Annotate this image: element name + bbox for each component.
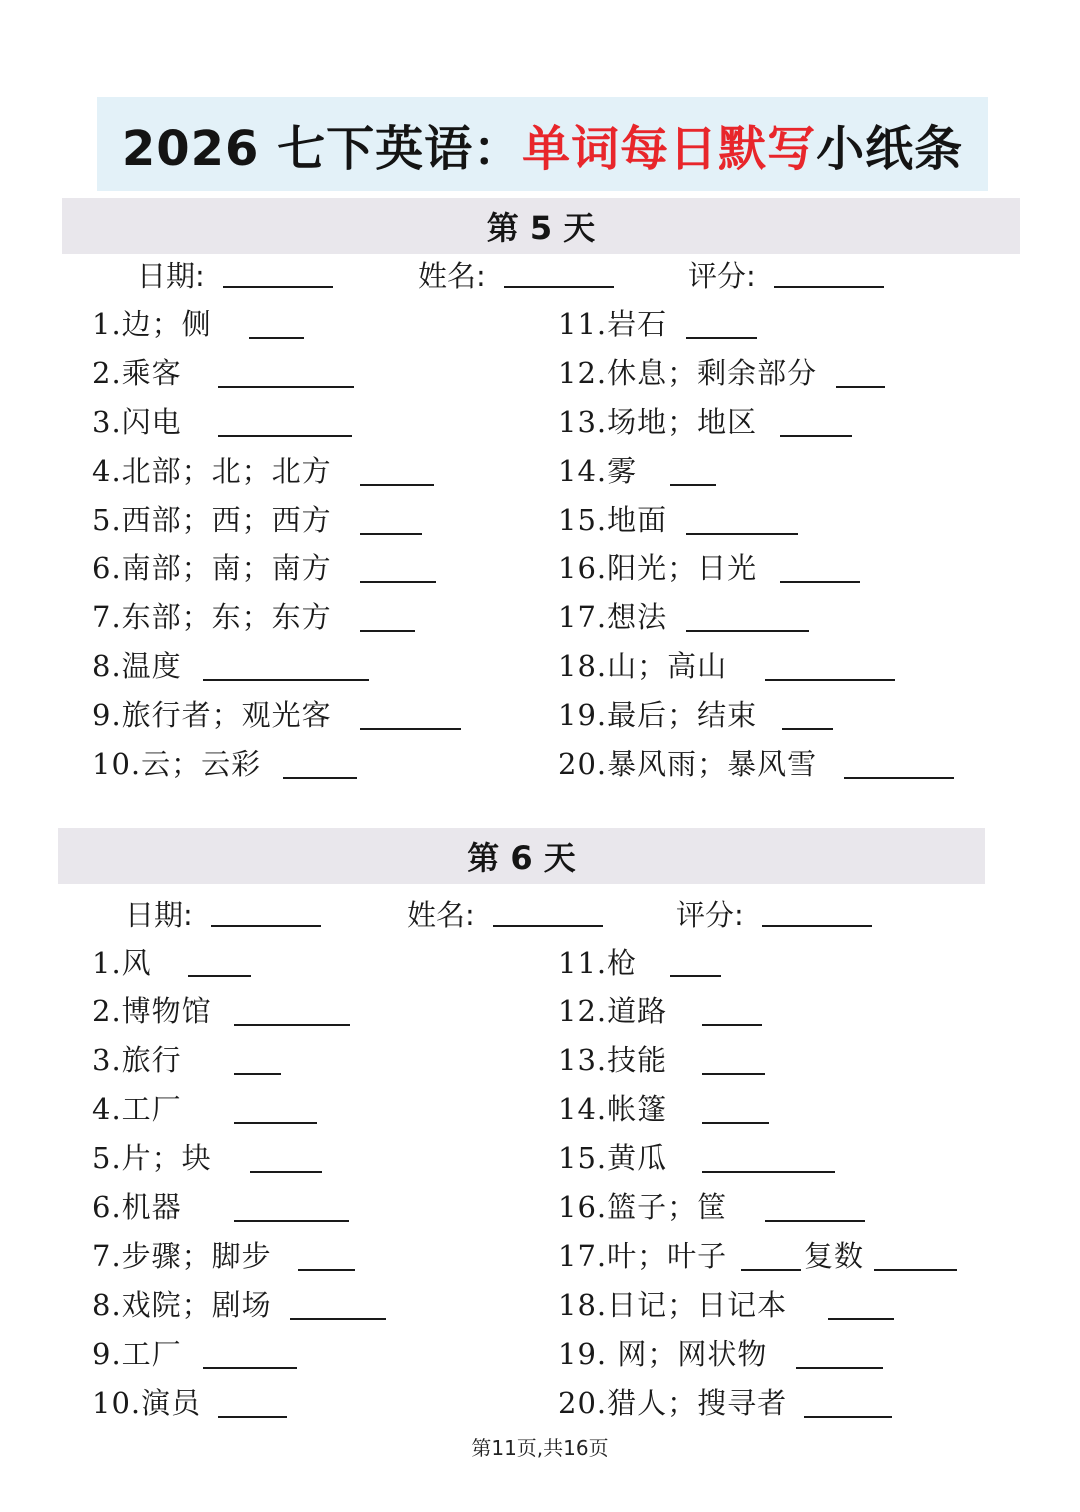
day5-word-10: 10.云；云彩 [92, 747, 262, 781]
day5-blank-20[interactable] [844, 777, 954, 779]
day6-name-label: 姓名: [407, 898, 475, 932]
day6-word-9: 9.工厂 [92, 1337, 182, 1371]
day5-word-18: 18.山；高山 [558, 649, 728, 683]
day5-word-1: 1.边；侧 [92, 307, 212, 341]
day6-word-7: 7.步骤；脚步 [92, 1239, 272, 1273]
day5-blank-19[interactable] [782, 728, 833, 730]
title-prefix: 2026 七下英语： [121, 120, 523, 177]
day5-blank-10[interactable] [283, 777, 357, 779]
day6-word-19: 19. 网；网状物 [558, 1337, 768, 1371]
day6-word-5: 5.片；块 [92, 1141, 212, 1175]
day5-name-field[interactable] [418, 254, 614, 295]
day6-meta-row [0, 893, 1080, 933]
day5-word-9: 9.旅行者；观光客 [92, 698, 332, 732]
title-suffix: 小纸条 [816, 120, 964, 177]
day6-word-17-plural: 复数 [804, 1239, 865, 1273]
day6-word-14: 14.帐篷 [558, 1092, 668, 1126]
day6-name-field[interactable] [407, 893, 603, 934]
day6-word-10: 10.演员 [92, 1386, 202, 1420]
day6-blank-6[interactable] [234, 1220, 349, 1222]
day6-blank-3[interactable] [234, 1073, 281, 1075]
day6-heading-text: 第 6 天 [467, 839, 576, 877]
day5-blank-13[interactable] [780, 435, 852, 437]
day6-name-line [493, 925, 603, 927]
day6-blank-11[interactable] [670, 975, 721, 977]
day5-score-label: 评分: [688, 259, 756, 293]
day5-blank-3[interactable] [218, 435, 352, 437]
day5-blank-5[interactable] [360, 533, 422, 535]
day6-date-field[interactable] [125, 893, 321, 934]
day5-word-8: 8.温度 [92, 649, 182, 683]
day6-blank-12[interactable] [702, 1024, 762, 1026]
day6-word-4: 4.工厂 [92, 1092, 182, 1126]
day6-blank-5[interactable] [250, 1171, 322, 1173]
day5-blank-1[interactable] [249, 337, 304, 339]
day6-date-line [211, 925, 321, 927]
day6-blank-2[interactable] [234, 1024, 350, 1026]
day5-blank-4[interactable] [360, 484, 434, 486]
day5-name-line [504, 286, 614, 288]
day5-word-7: 7.东部；东；东方 [92, 600, 332, 634]
day6-date-label: 日期: [125, 898, 193, 932]
title-banner [97, 97, 988, 191]
day5-heading-text: 第 5 天 [486, 209, 596, 247]
day5-blank-16[interactable] [780, 581, 860, 583]
day6-blank-4[interactable] [234, 1122, 317, 1124]
day6-blank-20[interactable] [804, 1416, 892, 1418]
day5-blank-11[interactable] [686, 337, 757, 339]
day5-word-19: 19.最后；结束 [558, 698, 758, 732]
day6-blank-10[interactable] [218, 1416, 287, 1418]
day5-word-2: 2.乘客 [92, 356, 182, 390]
day5-blank-7[interactable] [360, 630, 415, 632]
day5-score-field[interactable] [688, 254, 884, 295]
day6-blank-19[interactable] [796, 1367, 883, 1369]
day5-heading [62, 198, 1020, 254]
day5-date-field[interactable] [137, 254, 333, 295]
day5-word-12: 12.休息；剩余部分 [558, 356, 818, 390]
day5-blank-18[interactable] [765, 679, 895, 681]
day6-blank-8[interactable] [290, 1318, 386, 1320]
day6-blank-16[interactable] [765, 1220, 865, 1222]
day6-word-16: 16.篮子；筐 [558, 1190, 728, 1224]
day5-word-11: 11.岩石 [558, 307, 668, 341]
day5-blank-8[interactable] [203, 679, 369, 681]
day6-word-1: 1.风 [92, 946, 152, 980]
day6-blank-1[interactable] [188, 975, 251, 977]
day6-word-17: 17.叶；叶子 [558, 1239, 728, 1273]
day5-meta-row [0, 254, 1080, 294]
day6-heading [58, 828, 985, 884]
day5-word-17: 17.想法 [558, 600, 668, 634]
day6-word-8: 8.戏院；剧场 [92, 1288, 272, 1322]
day5-blank-17[interactable] [686, 630, 809, 632]
day6-blank-7[interactable] [298, 1269, 355, 1271]
day6-score-line [762, 925, 872, 927]
day5-blank-2[interactable] [218, 386, 354, 388]
day5-name-label: 姓名: [418, 259, 486, 293]
day6-blank-13[interactable] [702, 1073, 765, 1075]
day5-date-label: 日期: [137, 259, 205, 293]
day5-blank-14[interactable] [670, 484, 716, 486]
day5-word-6: 6.南部；南；南方 [92, 551, 332, 585]
day5-blank-15[interactable] [686, 533, 798, 535]
day5-date-line [223, 286, 333, 288]
day5-word-13: 13.场地；地区 [558, 405, 758, 439]
day6-word-2: 2.博物馆 [92, 994, 212, 1028]
day5-blank-12[interactable] [836, 386, 885, 388]
day5-score-line [774, 286, 884, 288]
day5-word-16: 16.阳光；日光 [558, 551, 758, 585]
day6-blank-15[interactable] [702, 1171, 835, 1173]
day6-word-11: 11.枪 [558, 946, 638, 980]
day6-blank-17[interactable] [741, 1269, 801, 1271]
day5-word-5: 5.西部；西；西方 [92, 503, 332, 537]
day5-word-4: 4.北部；北；北方 [92, 454, 332, 488]
day6-word-6: 6.机器 [92, 1190, 182, 1224]
day5-word-14: 14.雾 [558, 454, 638, 488]
day6-word-15: 15.黄瓜 [558, 1141, 668, 1175]
day6-word-18: 18.日记；日记本 [558, 1288, 788, 1322]
day5-blank-9[interactable] [360, 728, 461, 730]
day5-word-15: 15.地面 [558, 503, 668, 537]
day6-blank-14[interactable] [702, 1122, 769, 1124]
day6-word-20: 20.猎人；搜寻者 [558, 1386, 788, 1420]
day6-blank-17-plural[interactable] [874, 1269, 957, 1271]
day6-score-label: 评分: [676, 898, 744, 932]
day6-blank-18[interactable] [828, 1318, 894, 1320]
day6-word-12: 12.道路 [558, 994, 668, 1028]
day6-score-field[interactable] [676, 893, 872, 934]
day5-word-3: 3.闪电 [92, 405, 182, 439]
day6-word-13: 13.技能 [558, 1043, 668, 1077]
day6-word-3: 3.旅行 [92, 1043, 182, 1077]
page-number: 第11页,共16页 [471, 1436, 609, 1460]
day6-blank-9[interactable] [203, 1367, 297, 1369]
day5-word-20: 20.暴风雨；暴风雪 [558, 747, 818, 781]
day5-blank-6[interactable] [360, 581, 436, 583]
title-highlight: 单词每日默写 [522, 120, 817, 177]
